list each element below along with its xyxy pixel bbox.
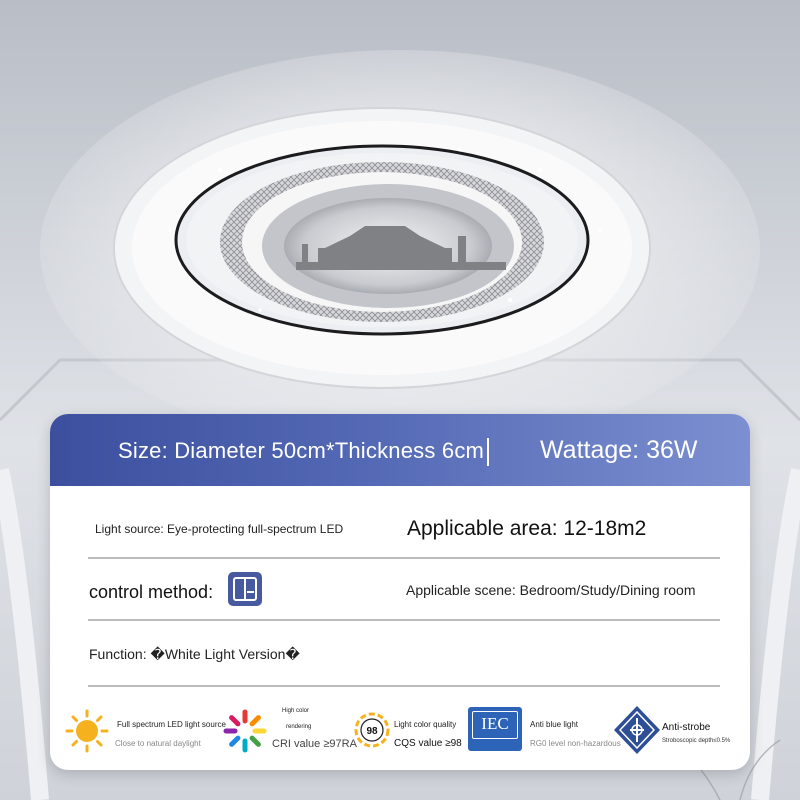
wall-switch-icon [228, 572, 262, 606]
cqs-title: Light color quality [394, 720, 457, 729]
cri-value: CRI value ≥97RA [272, 738, 357, 750]
full-spectrum-sub: Close to natural daylight [115, 739, 201, 748]
applicable-area-label: Applicable area: 12-18m2 [407, 517, 647, 540]
applicable-scene-label: Applicable scene: Bedroom/Study/Dining room [406, 582, 696, 598]
anti-strobe-title: Anti-strobe [662, 722, 711, 733]
color-wheel-icon [222, 708, 268, 754]
row-divider [88, 557, 720, 559]
row-divider [88, 685, 720, 687]
feature-cri [220, 704, 357, 760]
size-label: Size: Diameter 50cm*Thickness 6cm [118, 438, 485, 463]
ceiling-lamp [114, 108, 650, 388]
anti-strobe-sub: Stroboscopic depth≤0.5% [662, 738, 731, 744]
anti-strobe-icon [612, 704, 662, 756]
feature-anti-strobe [612, 704, 748, 760]
cqs-value: CQS value ≥98 [394, 738, 462, 749]
cri-title-line2: rendering [286, 724, 312, 730]
sun-icon [64, 708, 110, 754]
header-divider [487, 438, 489, 466]
row-divider [88, 619, 720, 621]
wattage-label: Wattage: 36W [540, 436, 698, 464]
spec-header [50, 414, 750, 486]
anti-blue-title: Anti blue light [530, 720, 579, 729]
function-label: Function: �White Light Version� [89, 646, 300, 662]
iec-badge [468, 707, 522, 751]
cqs-badge-icon [352, 708, 392, 754]
feature-cqs [352, 704, 470, 760]
iec-badge-text: IEC [472, 711, 518, 739]
cqs-badge-text: 98 [366, 726, 378, 737]
feature-full-spectrum [62, 704, 226, 760]
anti-blue-sub: RG0 level non-hazardous [530, 739, 621, 748]
feature-anti-blue [468, 704, 621, 760]
control-method-label: control method: [89, 582, 214, 602]
spec-card [50, 414, 750, 770]
cri-title-line1: High color [282, 708, 310, 714]
full-spectrum-title: Full spectrum LED light source [117, 720, 226, 729]
light-source-label: Light source: Eye-protecting full-spectrum LED [95, 522, 344, 536]
